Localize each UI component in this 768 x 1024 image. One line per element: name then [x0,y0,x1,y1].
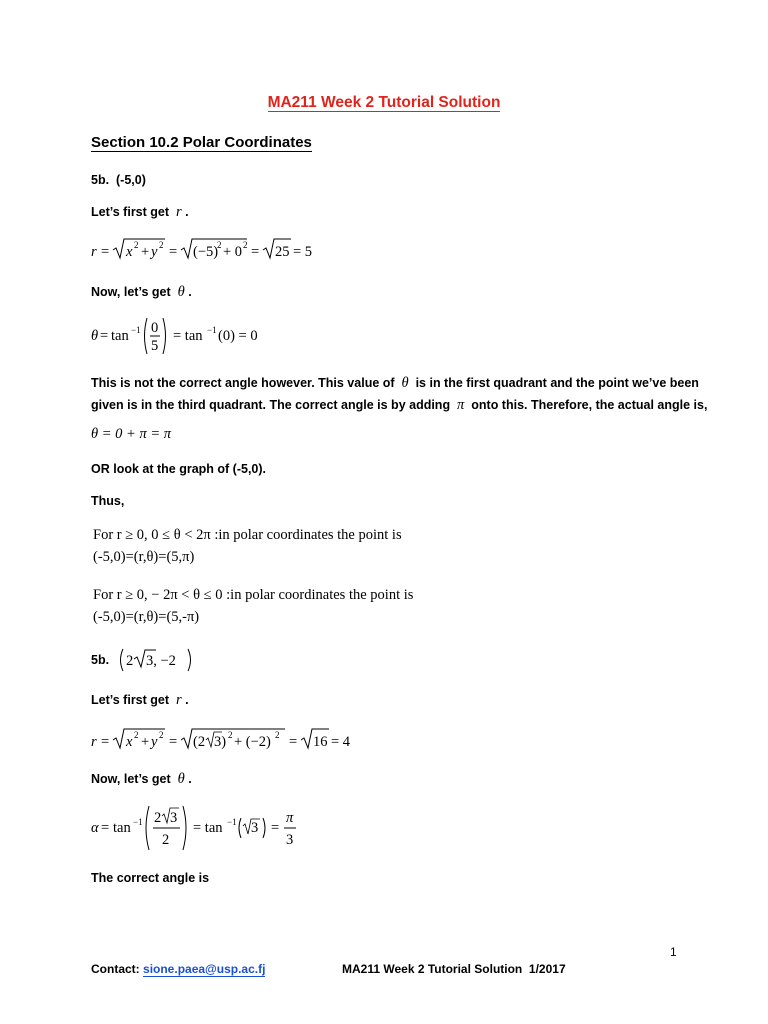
svg-text:2: 2 [228,730,233,740]
case-2-condition: For r ≥ 0, − 2π < θ ≤ 0 :in polar coordinates the point is [93,587,414,603]
svg-text:16: 16 [313,734,328,750]
graph-note: OR look at the graph of (-5,0). [91,462,267,476]
svg-text:(−5): (−5) [193,244,219,260]
explanation-line-1: This is not the correct angle however. This value of θ is in the first quadrant and the point we’ve been [91,375,699,391]
svg-text:= tan: = tan [173,328,203,344]
svg-text:3: 3 [170,810,178,826]
r-equation [89,236,329,269]
svg-text:+ (−2): + (−2) [234,734,271,750]
svg-text:=: = [251,244,260,260]
r-equation-formula [89,236,329,264]
svg-text:=: = [169,734,178,750]
svg-text:=: = [100,328,109,344]
svg-text:= tan: = tan [193,820,223,836]
svg-text:y: y [151,734,158,750]
theta-equation [89,312,289,365]
theta-result: θ = 0 + π = π [91,426,172,442]
section-heading: Section 10.2 Polar Coordinates [91,134,312,151]
svg-text:−1: −1 [131,325,141,335]
svg-text:x: x [126,734,133,750]
svg-text:2: 2 [134,730,139,740]
case-2 [93,584,413,628]
point-2-formula [118,646,198,674]
first-get-r: Let’s first get r . [91,204,189,220]
svg-text:2: 2 [217,240,222,250]
svg-text:+: + [141,734,150,750]
case-1-result: (-5,0)=(r,θ)=(5,π) [93,549,195,565]
svg-text:2: 2 [154,810,162,826]
svg-text:= 5: = 5 [293,244,313,260]
svg-text:3, −2: 3, −2 [145,653,176,669]
footer-contact [91,962,265,976]
document-title: MA211 Week 2 Tutorial Solution [267,94,501,111]
svg-text:y: y [151,244,158,260]
now-get-theta-2: Now, let’s get θ . [91,771,192,787]
page-number: 1 [670,945,677,959]
svg-text:2: 2 [159,240,164,250]
svg-text:5: 5 [151,338,159,354]
svg-text:2: 2 [125,653,133,669]
svg-text:r: r [91,244,97,260]
theta-equation-formula [89,312,289,360]
case-1 [93,524,402,568]
svg-text:+ 0: + 0 [223,244,243,260]
alpha-equation-formula [89,800,319,856]
contact-label: Contact: [91,962,140,976]
problem-label: 5b. (-5,0) [91,173,146,187]
svg-text:tan: tan [111,328,129,344]
svg-text:θ: θ [91,328,99,344]
svg-text:=: = [289,734,298,750]
svg-text:2: 2 [134,240,139,250]
svg-text:−1: −1 [207,325,217,335]
svg-text:3): 3) [214,734,227,750]
r-equation-2-formula [89,726,369,754]
svg-text:=: = [169,244,178,260]
thus-label: Thus, [91,494,125,508]
correct-angle-label: The correct angle is [91,871,210,885]
svg-text:r: r [91,734,97,750]
svg-text:0: 0 [151,320,159,336]
svg-text:π: π [286,810,294,826]
svg-text:2: 2 [162,832,170,848]
svg-text:(0) = 0: (0) = 0 [218,328,258,344]
svg-text:(2: (2 [193,734,206,750]
problem-label-2: 5b. 2 3, −2 [91,646,198,674]
svg-text:=: = [101,244,110,260]
now-get-theta: Now, let’s get θ . [91,284,192,300]
svg-text:tan: tan [113,820,131,836]
explanation-line-2: given is in the third quadrant. The correct angle is by adding π onto this. Therefore, the actual angle is, [91,397,708,413]
svg-text:−1: −1 [133,817,143,827]
svg-text:= 4: = 4 [331,734,351,750]
email-link[interactable]: sione.paea@usp.ac.fj [143,962,266,976]
case-2-result: (-5,0)=(r,θ)=(5,-π) [93,609,200,625]
svg-text:=: = [101,734,110,750]
svg-text:3: 3 [286,832,294,848]
svg-text:2: 2 [275,730,280,740]
svg-text:+: + [141,244,150,260]
svg-text:2: 2 [243,240,248,250]
svg-text:2: 2 [159,730,164,740]
svg-text:3: 3 [251,820,259,836]
svg-text:−1: −1 [227,817,237,827]
footer-course-info: MA211 Week 2 Tutorial Solution 1/2017 [342,962,566,976]
svg-text:=: = [271,820,280,836]
first-get-r-2: Let’s first get r . [91,692,189,708]
svg-text:α: α [91,820,99,836]
svg-text:25: 25 [275,244,290,260]
svg-text:x: x [126,244,133,260]
alpha-equation [89,800,319,861]
svg-text:=: = [101,820,110,836]
case-1-condition: For r ≥ 0, 0 ≤ θ < 2π :in polar coordinates the point is [93,527,402,543]
r-equation-2 [89,726,369,759]
